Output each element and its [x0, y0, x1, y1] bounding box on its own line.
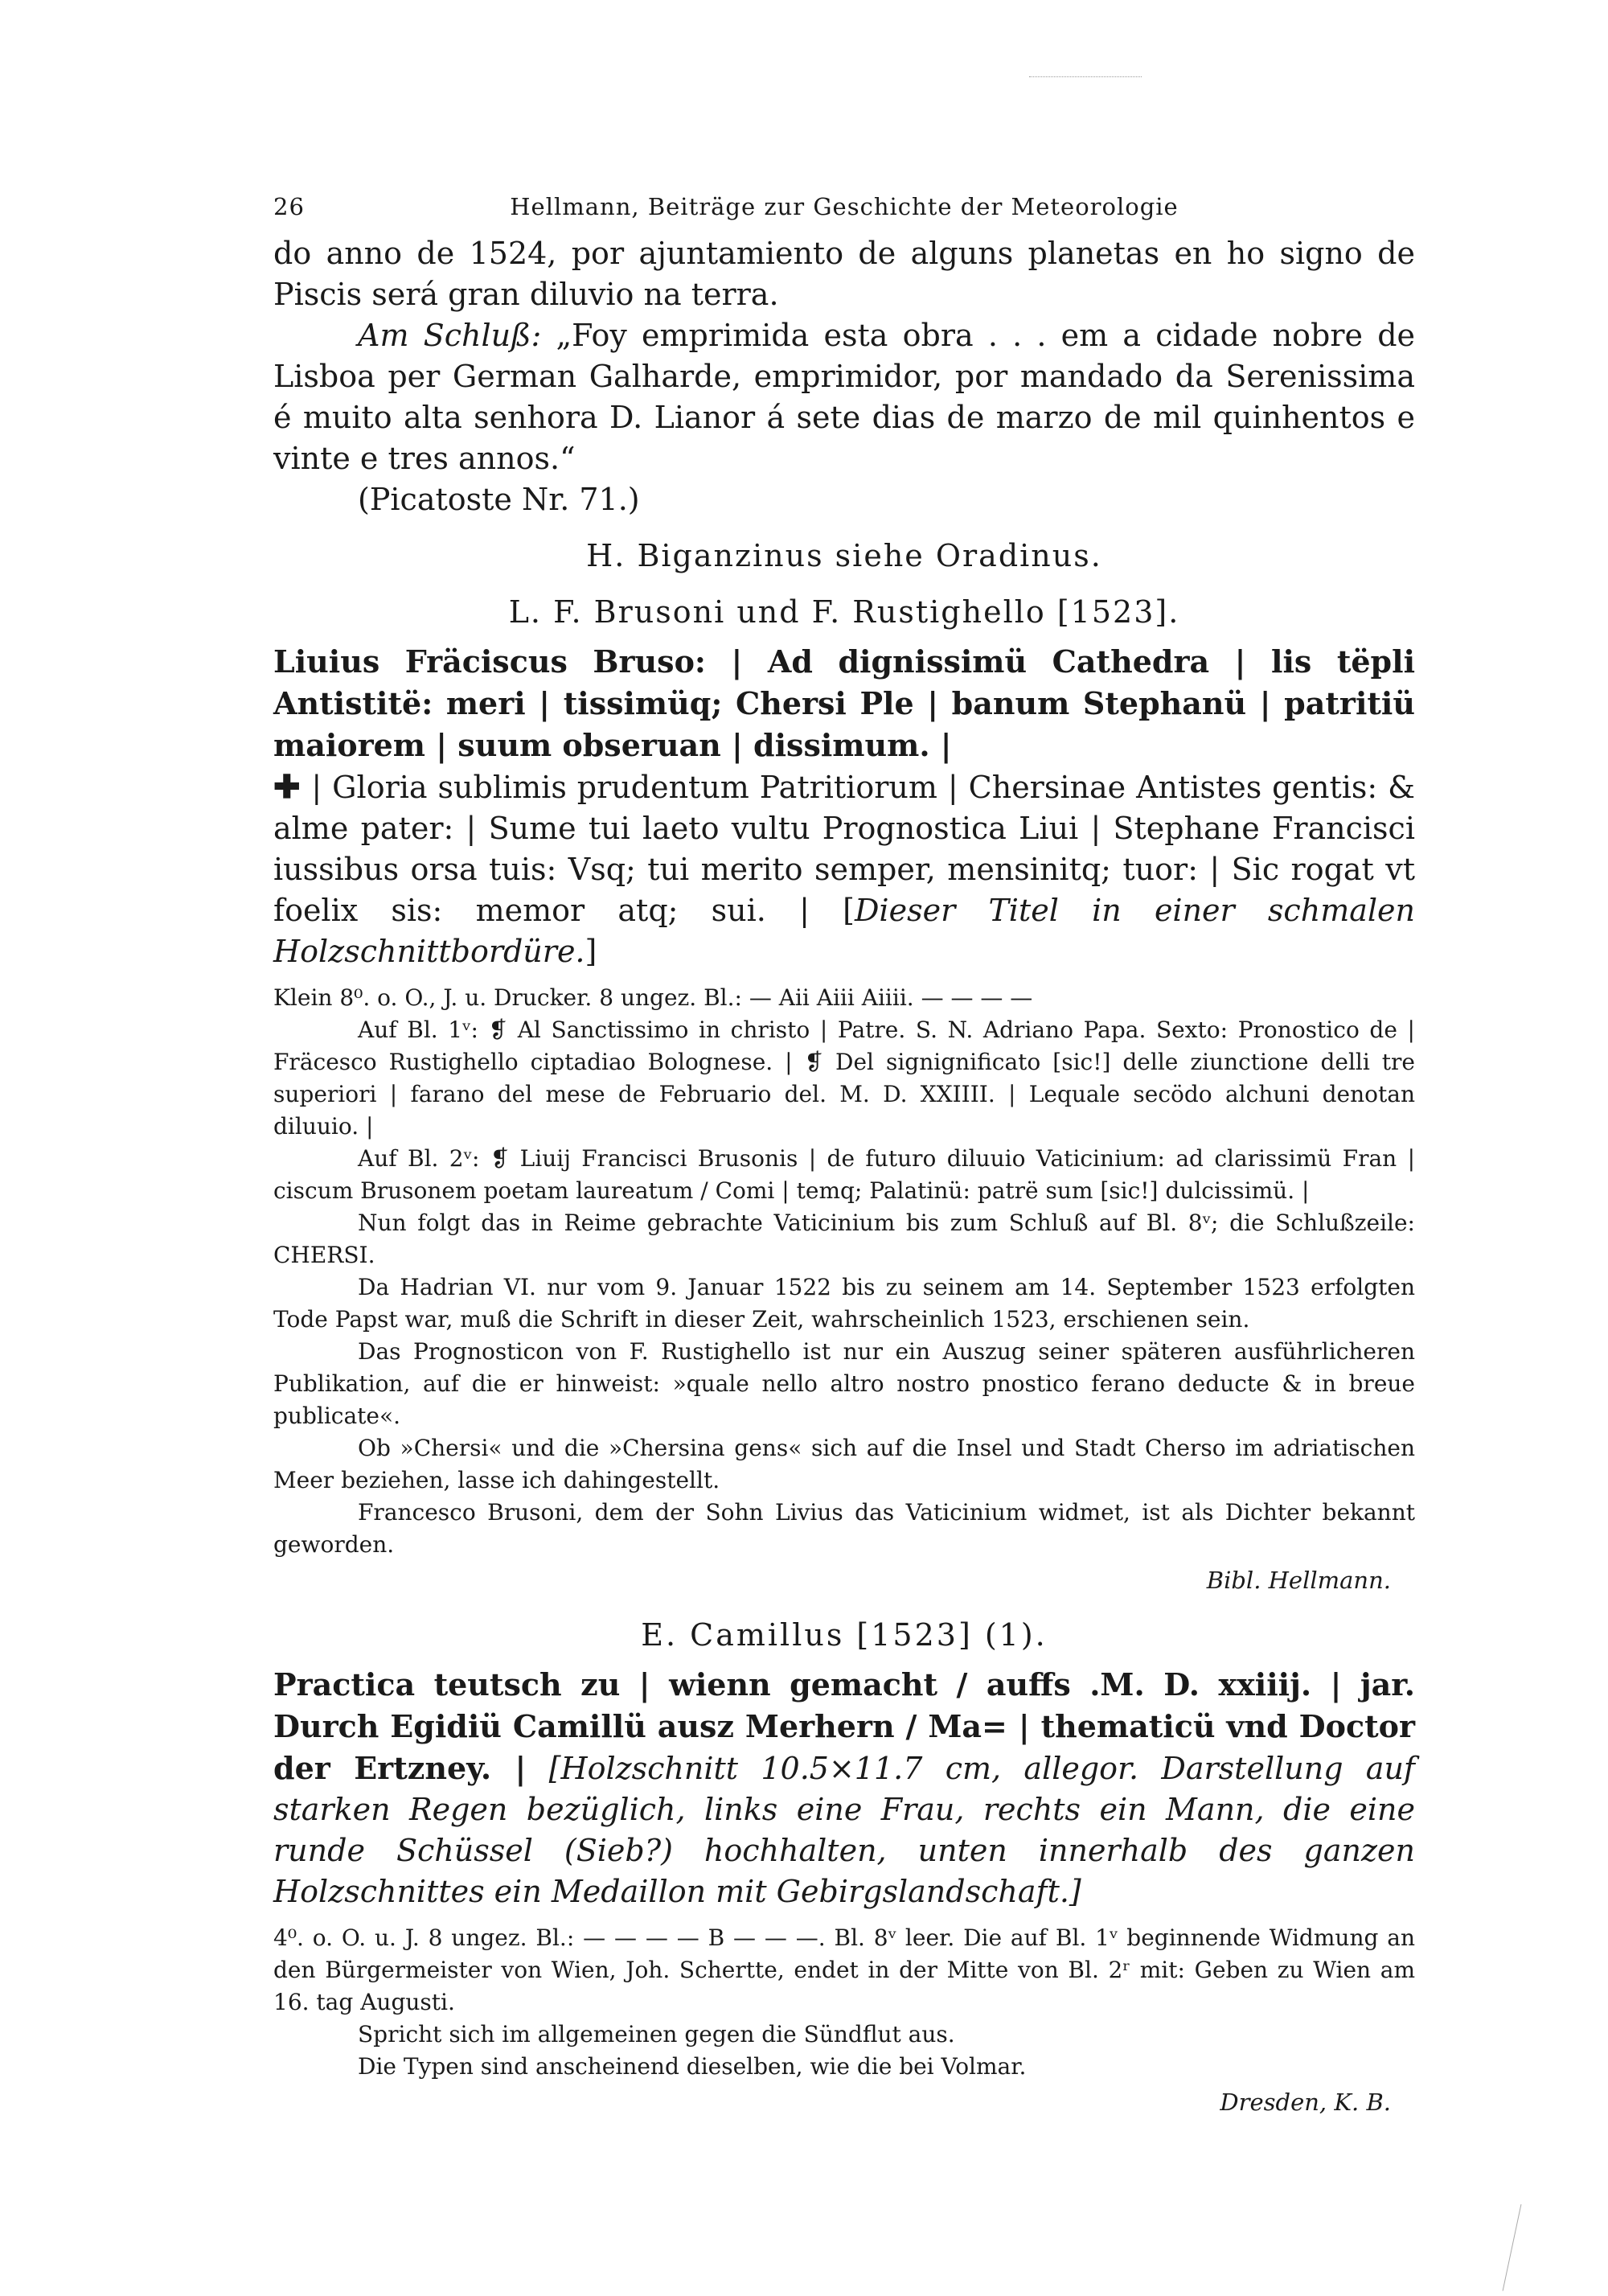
note-content: Spricht sich im allgemeinen gegen die Sündflut aus. [358, 2021, 955, 2048]
note-vaticinium: Nun folgt das in Reime gebrachte Vaticinium bis zum Schluß auf Bl. 8ᵛ; die Schlußzeile: CHERSI. [273, 1210, 1415, 1268]
note-prognosticon: Das Prognosticon von F. Rustighello ist nur ein Auszug seiner späteren ausführlicheren Publikation, auf die er hinweist: »quale nello altro nostro pnostico ferano deducte & in breue publicate«. [273, 1338, 1415, 1429]
title-transcription [273, 641, 1415, 972]
note-dating: Da Hadrian VI. nur vom 9. Januar 1522 bis zu seinem am 14. September 1523 erfolgten Tode Papst war, muß die Schrift in dieser Zeit, wahrscheinlich 1523, erschienen sein. [273, 1274, 1415, 1333]
paragraph-continuation: do anno de 1524, por ajuntamiento de alguns planetas en ho signo de Piscis será gran diluvio na terra. [273, 236, 1415, 312]
title-transcription-camillus [273, 1664, 1415, 1912]
editor-note: [Holzschnitt 10.5×11.7 cm, allegor. Darstellung auf starken Regen bezüglich, links eine Frau, rechts ein Mann, die eine runde Schüssel (Sieb?) hochhalten, unten innerhalb des ganzen Holzschnittes ein Medaillon mit Gebirgslandschaft.] [273, 1751, 1415, 1909]
decorative-mark [1503, 2204, 1524, 2291]
blackletter-title: Liuius Fräciscus Bruso: | Ad dignissimü Cathedra | lis tëpli Antistitë: meri | tissimüq; Chersi Ple | banum Stephanü | patritiü maiorem | suum obseruan | dissimum. | [273, 643, 1415, 763]
decorative-mark [1029, 76, 1142, 79]
entry-heading-camillus: E. Camillus [1523] (1). [641, 1617, 1048, 1653]
note-collation: Klein 8⁰. o. O., J. u. Drucker. 8 ungez. Bl.: — Aii Aiii Aiiii. — — — — [273, 984, 1033, 1011]
colophon-label: Am Schluß: [358, 318, 542, 353]
location-signature: Bibl. Hellmann. [1206, 1567, 1391, 1594]
colophon-text: „Foy emprimida esta obra . . . em a cidade nobre de Lisboa per German Galharde, emprimidor, por mandado da Serenissima é muito alta senhora D. Lianor á sete dias de marzo de mil quinhentos e vinte e tres annos.“ [273, 318, 1416, 476]
note-brusoni: Francesco Brusoni, dem der Sohn Livius das Vaticinium widmet, ist als Dichter bekannt geworden. [273, 1499, 1415, 1558]
paragraph-colophon [273, 315, 1415, 479]
note-chersi: Ob »Chersi« und die »Chersina gens« sich auf die Insel und Stadt Cherso im adriatischen Meer beziehen, lasse ich dahingestellt. [273, 1435, 1415, 1493]
blackletter-title: Practica teutsch zu | wienn gemacht / auffs .M. D. xxiiij. | jar. Durch Egidiü Camillü ausz Merhern / Ma= | thematicü vnd Doctor der Ertzney. | [273, 1666, 1415, 1786]
running-title: Hellmann, Beiträge zur Geschichte der Meteorologie [510, 193, 1179, 220]
running-head [273, 193, 1415, 233]
latin-verse: | Gloria sublimis prudentum Patritiorum | Chersinae Antistes gentis: & alme pater: | Sume tui laeto vultu Prognostica Liui | Stephane Francisci iussibus orsa tuis: Vsq; tui merito semper, mensinitq; tuor: | Sic rogat vt foelix sis: memor atq; sui. | [ [273, 770, 1415, 928]
citation: (Picatoste Nr. 71.) [358, 482, 640, 517]
note-leaf-2: Auf Bl. 2ᵛ: ❡ Liuij Francisci Brusonis | de futuro diluuio Vaticinium: ad clarissimü Fran | ciscum Brusonem poetam laureatum / Comi | temq; Palatinü: patrë sum [sic!] dulcissimü. | [273, 1145, 1415, 1204]
note-collation: 4⁰. o. O. u. J. 8 ungez. Bl.: — — — — B — — —. Bl. 8ᵛ leer. Die auf Bl. 1ᵛ beginnende Widmung an den Bürgermeister von Wien, Joh. Schertte, endet in der Mitte von Bl. 2ʳ mit: Geben zu Wien am 16. tag Augusti. [273, 1924, 1415, 2015]
note-types: Die Typen sind anscheinend dieselben, wie die bei Volmar. [358, 2053, 1027, 2080]
entry-heading-brusoni: L. F. Brusoni und F. Rustighello [1523]. [508, 594, 1180, 630]
entry-heading-biganzinus: H. Biganzinus siehe Oradinus. [586, 538, 1102, 573]
editor-note: Dieser Titel in einer schmalen Holzschnittbordüre. [273, 893, 1415, 969]
note-leaf-1: Auf Bl. 1ᵛ: ❡ Al Sanctissimo in christo | Patre. S. N. Adriano Papa. Sexto: Pronostico de | Fräcesco Rustighello ciptadiao Bolognese. | ❡ Del signignificato [sic!] delle ziunctione delli tre superiori | farano del mese de Februario del. M. D. XXIIII. | Lequale secödo alchuni denotan diluuio. | [273, 1017, 1415, 1140]
document-page [273, 193, 1415, 2121]
cross-icon: ✚ [273, 768, 302, 806]
location-signature: Dresden, K. B. [1220, 2089, 1391, 2116]
bracket-close: ] [585, 934, 597, 969]
page-number: 26 [273, 193, 305, 220]
